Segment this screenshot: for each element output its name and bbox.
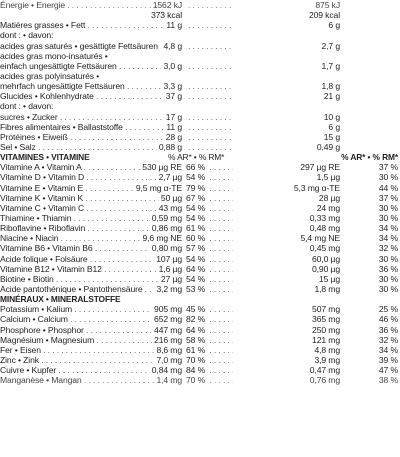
value-per-100g: 11 g: [166, 121, 182, 132]
value-per-portion: 28 µg: [318, 192, 340, 203]
nutrient-label: mehrfach ungesättigte Fettsäuren . . .: [0, 81, 182, 91]
percent-ri-portion: % AR* • % RM*: [341, 152, 398, 163]
percent-ri-portion: 34 %: [378, 233, 398, 244]
percent-ri-100g: % AR* • % RM*: [168, 152, 225, 163]
value-per-100g: 107 µg: [156, 253, 182, 264]
percent-ri-portion: 30 %: [378, 212, 398, 223]
nutrient-row: [0, 375, 400, 385]
percent-ri-portion: 30 %: [378, 273, 398, 284]
nutrient-label: Cuivre • Kupfer . . .: [0, 365, 182, 375]
value-per-portion: 0,33 mg: [309, 212, 340, 223]
nutrient-row: [0, 20, 400, 30]
percent-ri-100g: 45 % . . .: [186, 304, 233, 314]
nutrient-label: einfach ungesättigte Fettsäuren . . .: [0, 61, 182, 71]
percent-ri-100g: [186, 51, 233, 61]
nutrient-label: sucres • Zucker . . .: [0, 112, 182, 122]
nutrient-row: [0, 91, 400, 101]
nutrient-label: Riboflavine • Riboflavin . . .: [0, 223, 182, 233]
nutrient-label: Niacine • Niacin . . .: [0, 233, 182, 243]
value-per-100g: 50 µg: [160, 192, 182, 203]
value-per-100g: 3,3 g: [163, 81, 182, 92]
nutrient-row: [0, 51, 400, 61]
value-per-100g: 3,0 g: [163, 60, 182, 71]
percent-ri-100g: [186, 122, 233, 132]
nutrient-row: [0, 264, 400, 274]
value-per-portion: 21 g: [323, 91, 340, 102]
value-per-portion: 507 mg: [312, 304, 340, 315]
percent-ri-100g: [186, 20, 233, 30]
percent-ri-portion: 32 %: [378, 243, 398, 254]
value-per-100g: 27 µg: [160, 273, 182, 284]
nutrient-row: [0, 81, 400, 91]
value-per-portion: 2,7 g: [321, 40, 340, 51]
value-per-100g: 0,88 g: [158, 141, 182, 152]
value-per-portion: 6 g: [328, 121, 340, 132]
nutrient-label: Vitamine A • Vitamin A . . .: [0, 162, 182, 172]
nutrient-label: dont : • davon:: [0, 30, 54, 41]
percent-ri-100g: [186, 0, 233, 10]
percent-ri-100g: [168, 294, 238, 304]
percent-ri-100g: [186, 10, 233, 20]
percent-ri-portion: 34 %: [378, 344, 398, 355]
nutrient-label: Vitamine K • Vitamin K . . .: [0, 193, 182, 203]
nutrient-label: acides gras polyinsaturés •: [0, 70, 100, 81]
value-per-100g: 7,0 mg: [156, 354, 182, 365]
percent-ri-100g: 54 % . . .: [186, 213, 233, 223]
nutrient-label: Calcium • Calcium . . .: [0, 314, 182, 324]
value-per-100g: 0,59 mg: [151, 212, 182, 223]
nutrient-row: [0, 345, 400, 355]
value-per-portion: 0,90 µg: [311, 263, 340, 274]
value-per-100g: 3,2 mg: [156, 283, 182, 294]
nutrient-label: Fer • Eisen . . .: [0, 345, 182, 355]
percent-ri-portion: 47 %: [378, 365, 398, 376]
value-per-portion: 15 g: [323, 131, 340, 142]
nutrient-row: [0, 122, 400, 132]
percent-ri-100g: 64 % . . .: [186, 325, 233, 335]
nutrient-label: Vitamine B6 • Vitamin B6 . . .: [0, 243, 182, 253]
nutrient-row: [0, 183, 400, 193]
nutrient-label: MINÉRAUX • MINERALSTOFFE: [0, 294, 121, 305]
nutrient-row: [0, 30, 400, 40]
nutrient-label: Protéines • Eiweiß . . .: [0, 132, 182, 142]
percent-ri-portion: 37 %: [378, 162, 398, 173]
nutrient-row: [0, 233, 400, 243]
percent-ri-portion: 36 %: [378, 263, 398, 274]
nutrient-row: [0, 162, 400, 172]
value-per-100g: 652 mg: [154, 314, 182, 325]
percent-ri-100g: [186, 30, 233, 40]
nutrient-row: [0, 213, 400, 223]
nutrient-row: [0, 172, 400, 182]
value-per-100g: 905 mg: [154, 304, 182, 315]
value-per-portion: 24 mg: [316, 202, 340, 213]
value-per-100g: 4,8 g: [163, 40, 182, 51]
value-per-portion: 60,0 µg: [311, 253, 340, 264]
percent-ri-portion: 37 %: [378, 192, 398, 203]
percent-ri-100g: 57 % . . .: [186, 243, 233, 253]
percent-ri-portion: 32 %: [378, 334, 398, 345]
percent-ri-100g: 84 % . . .: [186, 365, 233, 375]
nutrient-row: [0, 314, 400, 324]
value-per-portion: 1,8 mg: [314, 283, 340, 294]
section-header: [0, 294, 400, 304]
percent-ri-100g: [186, 41, 233, 51]
value-per-portion: 875 kJ: [315, 0, 340, 10]
value-per-100g: 0,84 mg: [151, 365, 182, 376]
nutrient-row: [0, 254, 400, 264]
nutrient-label: acides gras saturés • gesättigte Fettsäuren . . .: [0, 41, 182, 51]
nutrient-label: Biotine • Biotin . . .: [0, 274, 182, 284]
percent-ri-portion: 38 %: [378, 375, 398, 386]
nutrient-label: Vitamine C • Vitamin C . . .: [0, 203, 182, 213]
value-per-100g: 9,5 mg α-TE: [135, 182, 182, 193]
value-per-portion: 365 mg: [312, 314, 340, 325]
nutrient-row: [0, 41, 400, 51]
percent-ri-portion: 30 %: [378, 253, 398, 264]
nutrient-label: Manganèse • Mangan . . .: [0, 375, 182, 385]
value-per-100g: 43 mg: [158, 202, 182, 213]
percent-ri-100g: [186, 142, 233, 152]
percent-ri-100g: 60 % . . .: [186, 233, 233, 243]
nutrient-row: [0, 335, 400, 345]
percent-ri-100g: [186, 132, 233, 142]
value-per-portion: 1,7 g: [321, 60, 340, 71]
nutrient-label: Phosphore • Phosphor . . .: [0, 325, 182, 335]
nutrient-row: [0, 203, 400, 213]
value-per-portion: 297 µg RE: [300, 162, 340, 173]
nutrient-row: [0, 61, 400, 71]
percent-ri-100g: 66 % . . .: [186, 162, 233, 172]
percent-ri-100g: 58 % . . .: [186, 335, 233, 345]
nutrient-row: [0, 284, 400, 294]
nutrient-label: dont : • davon:: [0, 101, 54, 112]
value-per-100g: 1,6 µg: [158, 263, 182, 274]
value-per-100g: 1,4 mg: [156, 375, 182, 386]
nutrient-row: [0, 71, 400, 81]
nutrient-label: acides gras mono-insaturés •: [0, 50, 108, 61]
nutrient-row: [0, 101, 400, 111]
value-per-portion: 121 mg: [312, 334, 340, 345]
nutrient-label: Fibres alimentaires • Ballaststoffe . . .: [0, 122, 182, 132]
nutrient-label: Acide pantothénique • Pantothensäure . . .: [0, 284, 182, 294]
percent-ri-portion: 39 %: [378, 354, 398, 365]
percent-ri-100g: 53 % . . .: [186, 284, 233, 294]
percent-ri-100g: 61 % . . .: [186, 345, 233, 355]
value-per-100g: 0,86 mg: [151, 223, 182, 234]
percent-ri-100g: [186, 91, 233, 101]
value-per-portion: 250 mg: [312, 324, 340, 335]
nutrient-row: [0, 142, 400, 152]
percent-ri-100g: 54 % . . .: [186, 203, 233, 213]
nutrient-row: [0, 325, 400, 335]
percent-ri-portion: 34 %: [378, 223, 398, 234]
value-per-portion: 4,8 mg: [314, 344, 340, 355]
nutrient-row: [0, 10, 400, 20]
percent-ri-100g: 82 % . . .: [186, 314, 233, 324]
value-per-portion: 209 kcal: [308, 10, 340, 21]
value-per-100g: 1562 kJ: [152, 0, 182, 10]
value-per-100g: 2,7 µg: [158, 172, 182, 183]
nutrient-label: Zinc • Zink . . .: [0, 355, 182, 365]
nutrient-row: [0, 193, 400, 203]
percent-ri-100g: 54 % . . .: [186, 254, 233, 264]
percent-ri-100g: [186, 61, 233, 71]
nutrient-label: Vitamine B12 • Vitamin B12 . . .: [0, 264, 182, 274]
value-per-portion: 6 g: [328, 20, 340, 31]
nutrient-label: VITAMINES • VITAMINE: [0, 152, 90, 163]
percent-ri-100g: 70 % . . .: [186, 375, 233, 385]
value-per-100g: 0,80 mg: [151, 243, 182, 254]
nutrient-row: [0, 243, 400, 253]
nutrient-row: [0, 304, 400, 314]
value-per-100g: 530 µg RE: [142, 162, 182, 173]
value-per-portion: 15 µg: [318, 273, 340, 284]
percent-ri-portion: 30 %: [378, 202, 398, 213]
value-per-portion: 0,45 mg: [309, 243, 340, 254]
value-per-100g: 28 g: [165, 131, 182, 142]
nutrient-row: [0, 112, 400, 122]
nutrient-label: Sel • Salz . . .: [0, 142, 182, 152]
nutrient-row: [0, 365, 400, 375]
nutrient-label: Magnésium • Magnesium . . .: [0, 335, 182, 345]
percent-ri-portion: 30 %: [378, 283, 398, 294]
percent-ri-portion: 30 %: [378, 172, 398, 183]
value-per-portion: 1,8 g: [321, 81, 340, 92]
nutrient-label: Vitamine D • Vitamin D . . .: [0, 172, 182, 182]
percent-ri-100g: 61 % . . .: [186, 223, 233, 233]
value-per-100g: 9,6 mg NE: [142, 233, 182, 244]
percent-ri-portion: 44 %: [378, 182, 398, 193]
nutrient-row: [0, 274, 400, 284]
percent-ri-100g: [186, 112, 233, 122]
nutrient-row: [0, 223, 400, 233]
nutrient-label: Acide folique • Folsäure . . .: [0, 254, 182, 264]
percent-ri-100g: [186, 81, 233, 91]
percent-ri-portion: 46 %: [378, 314, 398, 325]
value-per-100g: 373 kcal: [150, 10, 182, 21]
percent-ri-100g: 54 % . . .: [186, 274, 233, 284]
value-per-100g: 11 g: [166, 20, 182, 31]
nutrient-label: Matières grasses • Fett . . .: [0, 20, 182, 30]
value-per-portion: 0,76 mg: [309, 375, 340, 386]
percent-ri-100g: 70 % . . .: [186, 355, 233, 365]
value-per-100g: 17 g: [165, 111, 182, 122]
percent-ri-100g: 54 % . . .: [186, 172, 233, 182]
value-per-portion: 10 g: [323, 111, 340, 122]
nutrient-label: Glucides • Kohlenhydrate . . .: [0, 91, 182, 101]
nutrient-label: Potassium • Kalium . . .: [0, 304, 182, 314]
value-per-100g: 8,6 mg: [156, 344, 182, 355]
value-per-100g: 447 mg: [154, 324, 182, 335]
percent-ri-portion: 36 %: [378, 324, 398, 335]
percent-ri-portion: 25 %: [378, 304, 398, 315]
nutrient-label: Thiamine • Thiamin . . .: [0, 213, 182, 223]
nutrient-row: [0, 355, 400, 365]
value-per-100g: 37 g: [165, 91, 182, 102]
percent-ri-100g: [186, 101, 233, 111]
section-header: [0, 152, 400, 162]
nutrient-row: [0, 132, 400, 142]
percent-ri-100g: [186, 71, 233, 81]
value-per-portion: 5,4 mg NE: [300, 233, 340, 244]
nutrient-label: Vitamine E • Vitamin E . . .: [0, 183, 182, 193]
value-per-portion: 0,49 g: [316, 141, 340, 152]
percent-ri-100g: 67 % . . .: [186, 193, 233, 203]
nutrient-label: Énergie • Energie . . .: [0, 0, 182, 10]
nutrient-row: [0, 0, 400, 10]
value-per-portion: 0,48 mg: [309, 223, 340, 234]
value-per-100g: 216 mg: [154, 334, 182, 345]
value-per-portion: 0,47 mg: [309, 365, 340, 376]
percent-ri-100g: 79 % . . .: [186, 183, 233, 193]
percent-ri-100g: 64 % . . .: [186, 264, 233, 274]
value-per-portion: 3,9 mg: [314, 354, 340, 365]
value-per-portion: 1,5 µg: [316, 172, 340, 183]
value-per-portion: 5,3 mg α-TE: [293, 182, 340, 193]
